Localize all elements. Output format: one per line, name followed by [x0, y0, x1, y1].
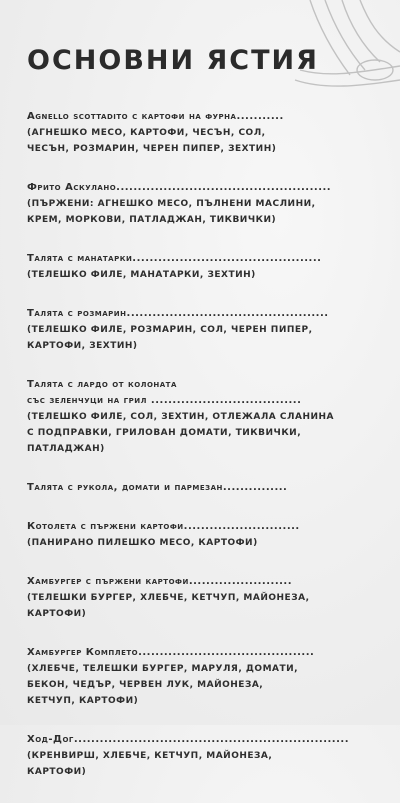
menu-item-name: Талята с манатарки............................................	[27, 253, 322, 264]
menu-item-name: Талята с лардо от колоната със зеленчуци на грил ...................................	[27, 379, 302, 406]
menu-item-name: Фрито Аскулано..................................................	[27, 182, 332, 193]
menu-item	[27, 306, 377, 354]
menu-item	[27, 574, 377, 622]
menu-item	[27, 480, 377, 496]
menu-item-name: Котолета с пържени картофи...........................	[27, 521, 300, 532]
menu-item-name: Талята с розмарин...............................................	[27, 308, 329, 319]
menu-item-name: Талята с рукола, домати и пармезан...............	[27, 482, 288, 493]
menu-item-name: Хамбургер с пържени картофи........................	[27, 576, 293, 587]
menu-item-description: (ПАНИРАНО ПИЛЕШКО МЕСО, КАРТОФИ)	[27, 538, 258, 548]
menu-item	[27, 180, 377, 228]
menu-item-description: (АГНЕШКО МЕСО, КАРТОФИ, ЧЕСЪН, СОЛ, ЧЕСЪН, РОЗМАРИН, ЧЕРЕН ПИПЕР, ЗЕХТИН)	[27, 128, 277, 154]
page-title: ОСНОВНИ ЯСТИЯ	[27, 45, 319, 76]
menu-item	[27, 645, 377, 709]
menu-item-name: Agnello scottadito с картофи на фурна...........	[27, 111, 284, 122]
menu-item-description: (ТЕЛЕШКО ФИЛЕ, СОЛ, ЗЕХТИН, ОТЛЕЖАЛА СЛАНИНА С ПОДПРАВКИ, ГРИЛОВАН ДОМАТИ, ТИКВИЧКИ, ПАТЛАДЖАН)	[27, 412, 335, 454]
menu-item-description: (ТЕЛЕШКИ БУРГЕР, ХЛЕБЧЕ, КЕТЧУП, МАЙОНЕЗА, КАРТОФИ)	[27, 593, 310, 619]
menu-item-name: Ход-Дог................................................................	[27, 734, 349, 745]
menu-item-description: (КРЕНВИРШ, ХЛЕБЧЕ, КЕТЧУП, МАЙОНЕЗА, КАРТОФИ)	[27, 751, 273, 777]
menu-item-description: (ПЪРЖЕНИ: АГНЕШКО МЕСО, ПЪЛНЕНИ МАСЛИНИ, КРЕМ, МОРКОВИ, ПАТЛАДЖАН, ТИКВИЧКИ)	[27, 199, 316, 225]
menu-item-description: (ТЕЛЕШКО ФИЛЕ, РОЗМАРИН, СОЛ, ЧЕРЕН ПИПЕР, КАРТОФИ, ЗЕХТИН)	[27, 325, 313, 351]
menu-item	[27, 519, 377, 551]
menu-item	[27, 251, 377, 283]
menu-item-description: (ХЛЕБЧЕ, ТЕЛЕШКИ БУРГЕР, МАРУЛЯ, ДОМАТИ, БЕКОН, ЧЕДЪР, ЧЕРВЕН ЛУК, МАЙОНЕЗА, КЕТЧУП, КАРТОФИ)	[27, 664, 299, 706]
menu-item-name: Хамбургер Комплето.........................................	[27, 647, 315, 658]
menu-item	[27, 732, 377, 780]
menu-list	[27, 109, 377, 803]
menu-item-description: (ТЕЛЕШКО ФИЛЕ, МАНАТАРКИ, ЗЕХТИН)	[27, 270, 256, 280]
menu-item	[27, 109, 377, 157]
menu-item	[27, 377, 377, 457]
